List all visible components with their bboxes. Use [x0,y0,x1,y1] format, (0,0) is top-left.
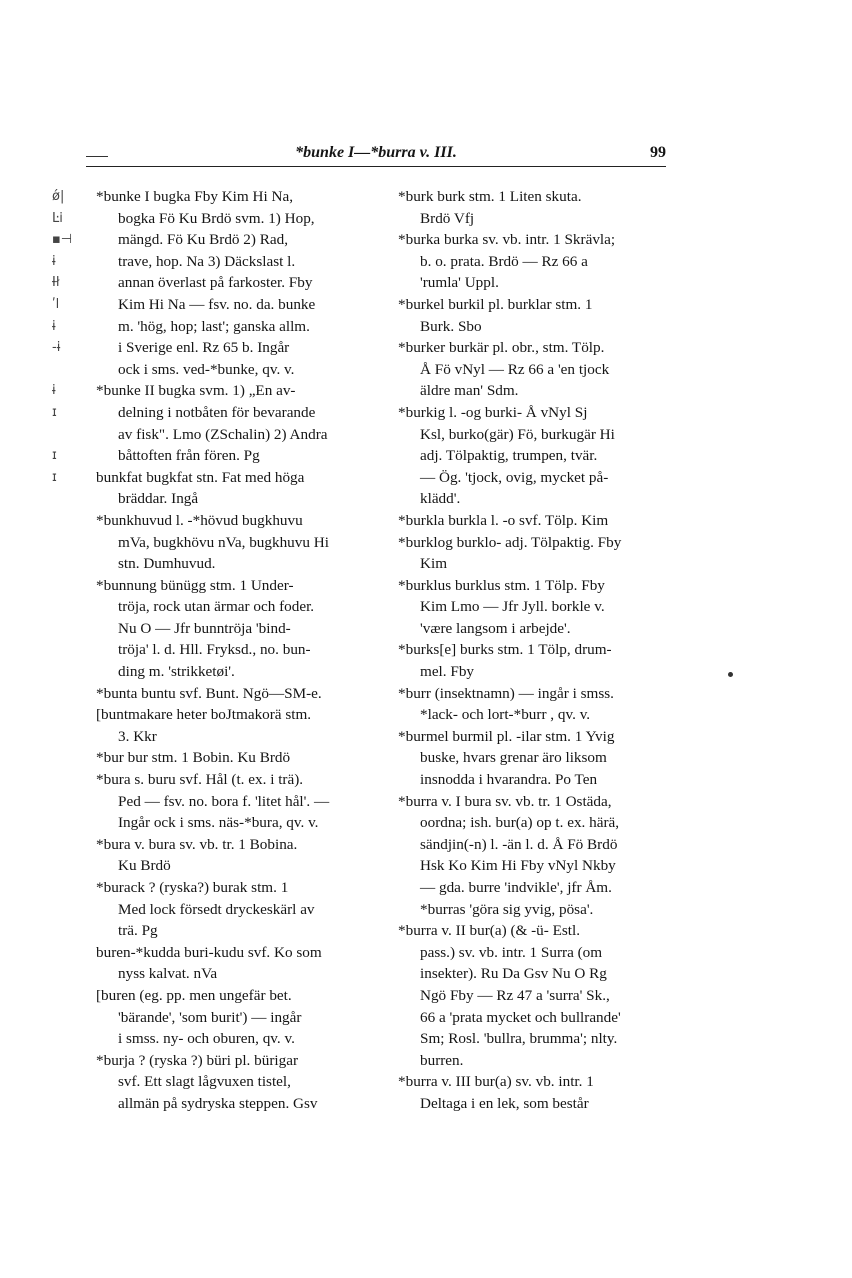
entry-line: ock i sms. ved-*bunke, qv. v. [118,360,295,378]
entry-line: av fisk". Lmo (ZSchalin) 2) Andra [118,425,328,443]
entry-headline: *bunnung bünügg stm. 1 Under- [96,576,294,594]
entry-line: 'rumla' Uppl. [420,274,499,292]
entry-headline: *burra v. III bur(a) sv. vb. intr. 1 [398,1073,594,1091]
entry-line: 'bärande', 'som burit') — ingår [118,1008,302,1026]
entry-line: äldre man' Sdm. [420,382,519,400]
entry-line: 'være langsom i arbejde'. [420,619,571,637]
entry-line: trave, hop. Na 3) Däckslast l. [118,252,296,270]
margin-mark: Ŀi [52,210,63,226]
header-rule [86,166,666,167]
entry-headline: *burklog burklo- adj. Tölpaktig. Fby [398,533,622,551]
entry-line: Ngö Fby — Rz 47 a 'surra' Sk., [420,986,610,1004]
entry-line: Nu O — Jfr bunntröja 'bind- [118,619,291,637]
entry-headline: *burkel burkil pl. burklar stm. 1 [398,295,593,313]
entry-line: m. 'hög, hop; last'; ganska allm. [118,317,310,335]
entry-headline: *burack ? (ryska?) burak stm. 1 [96,879,289,896]
entry-line: i Sverige enl. Rz 65 b. Ingår [118,339,290,357]
entry-headline: *bura v. bura sv. vb. tr. 1 Bobina. [96,835,298,853]
entry-line: oordna; ish. bur(a) op t. ex. härä, [420,814,620,832]
entry-line: Med lock försedt dryckeskärl av [118,900,315,918]
page-title: *bunke I—*burra v. III. [295,144,457,161]
margin-mark: ɪ [52,448,57,464]
entry-line: pass.) sv. vb. intr. 1 Surra (om [420,943,603,961]
margin-mark: ▪⊣ [52,232,73,248]
entry-line: Kim [420,555,448,573]
entry-headline: *burkla burkla l. -o svf. Tölp. Kim [398,511,609,529]
entry-headline: *burk burk stm. 1 Liten skuta. [398,188,582,205]
entry-line: Ingår ock i sms. näs-*bura, qv. v. [118,814,319,832]
entry-line: *burras 'göra sig yvig, pösa'. [420,900,594,918]
entry-line: 66 a 'prata mycket och bullrande' [420,1008,621,1026]
page-number: 99 [650,144,666,161]
entry-line: Ku Brdö [118,857,171,875]
margin-mark: ɪ [52,469,57,485]
entry-line: allmän på sydryska steppen. Gsv [118,1094,318,1112]
entry-line: Brdö Vfj [420,209,475,227]
entry-line: sändjin(-n) l. -än l. d. Å Fö Brdö [420,835,618,853]
entry-headline: *burra v. I bura sv. vb. tr. 1 Ostäda, [398,792,612,810]
margin-mark: ɨ [52,253,56,269]
entry-headline: *burklus burklus stm. 1 Tölp. Fby [398,576,605,594]
margin-mark: ɨ [52,318,56,334]
entry-headline: *burks[e] burks stm. 1 Tölp, drum- [398,641,612,659]
margin-mark: ǿ| [52,189,65,204]
entry-line: mängd. Fö Ku Brdö 2) Rad, [118,231,289,249]
entry-line: Ksl, burko(gär) Fö, burkugär Hi [420,425,615,443]
entry-line: båttoften från fören. Pg [118,447,260,465]
margin-mark: -ɨ [52,340,61,356]
entry-line: burren. [420,1051,464,1069]
entry-line: Kim Hi Na — fsv. no. da. bunke [118,295,316,313]
entry-line: ding m. 'strikketøi'. [118,663,235,681]
running-header [86,138,666,168]
entry-line: bogka Fö Ku Brdö svm. 1) Hop, [118,209,315,227]
entry-headline: *burr (insektnamn) — ingår i smss. [398,684,614,702]
stray-dot [728,672,733,677]
entry-line: b. o. prata. Brdö — Rz 66 a [420,252,588,270]
entry-headline: *bura s. buru svf. Hål (t. ex. i trä). [96,771,304,789]
entry-line: tröja' l. d. Hll. Fryksd., no. bun- [118,641,311,659]
entry-line: Å Fö vNyl — Rz 66 a 'en tjock [420,360,610,378]
entry-headline: *bunkhuvud l. -*hövud bugkhuvu [96,511,303,529]
margin-mark: ʹl [52,296,60,312]
entry-line: mVa, bugkhövu nVa, bugkhuvu Hi [118,533,329,551]
right-column [398,186,660,1115]
entry-line: Ped — fsv. no. bora f. 'litet hål'. — [118,792,330,810]
margin-mark: ɪ [52,404,57,420]
entry-headline: *burmel burmil pl. -ilar stm. 1 Yvig [398,727,615,745]
entry-line: klädd'. [420,490,461,508]
entry-line: Sm; Rosl. 'bullra, brumma'; nlty. [420,1030,618,1048]
entry-line: Burk. Sbo [420,317,482,335]
entry-line: i smss. ny- och oburen, qv. v. [118,1030,295,1048]
margin-mark: Ɨł [52,275,60,291]
entry-line: adj. Tölpaktig, trumpen, tvär. [420,447,598,465]
margin-mark [52,359,82,381]
entry-headline: *bunke I bugka Fby Kim Hi Na, [96,188,293,205]
entry-line: bräddar. Ingå [118,490,199,508]
entry-headline: *burka burka sv. vb. intr. 1 Skrävla; [398,231,616,249]
margin-mark: ɨ [52,383,56,399]
margin-mark [52,424,82,446]
entry-line: stn. Dumhuvud. [118,555,216,573]
entry-headline: [buren (eg. pp. men ungefär bet. [96,986,292,1004]
left-column [96,186,358,1115]
entry-headline: [buntmakare heter boJtmakorä stm. [96,706,312,724]
entry-line: Kim Lmo — Jfr Jyll. borkle v. [420,598,605,616]
entry-headline: *bunke II bugka svm. 1) „En av- [96,382,296,400]
entry-line: delning i notbåten för bevarande [118,403,316,421]
entry-line: Deltaga i en lek, som består [420,1094,589,1112]
entry-line: annan överlast på farkoster. Fby [118,274,313,292]
entry-headline: bunkfat bugkfat stn. Fat med höga [96,468,305,486]
entry-line: insekter). Ru Da Gsv Nu O Rg [420,965,607,983]
entry-line: — Ög. 'tjock, ovig, mycket på- [420,468,609,486]
entry-headline: *burkig l. -og burki- Å vNyl Sj [398,403,588,421]
entry-line: nyss kalvat. nVa [118,965,218,983]
entry-line: tröja, rock utan ärmar och foder. [118,598,315,616]
entry-line: Hsk Ko Kim Hi Fby vNyl Nkby [420,857,616,875]
entry-headline: *burja ? (ryska ?) büri pl. bürigar [96,1051,299,1069]
entry-headline: *bur bur stm. 1 Bobin. Ku Brdö [96,749,291,767]
margin-marks [52,186,82,488]
entry-line: *lack- och lort-*burr , qv. v. [420,706,591,724]
entry-line: trä. Pg [118,922,158,940]
entry-headline: *bunta buntu svf. Bunt. Ngö—SM-e. [96,684,322,702]
entry-headline: *burra v. II bur(a) (& -ü- Estl. [398,922,581,940]
entry-line: buske, hvars grenar äro liksom [420,749,607,767]
entry-line: insnodda i hvarandra. Po Ten [420,771,598,789]
entry-line: — gda. burre 'indvikle', jfr Åm. [420,879,612,896]
entry-headline: buren-*kudda buri-kudu svf. Ko som [96,943,322,961]
entry-line: mel. Fby [420,663,475,681]
entry-headline: *burker burkär pl. obr., stm. Tölp. [398,339,605,357]
entry-line: 3. Kkr [118,727,157,745]
entry-line: svf. Ett slagt lågvuxen tistel, [118,1073,291,1091]
